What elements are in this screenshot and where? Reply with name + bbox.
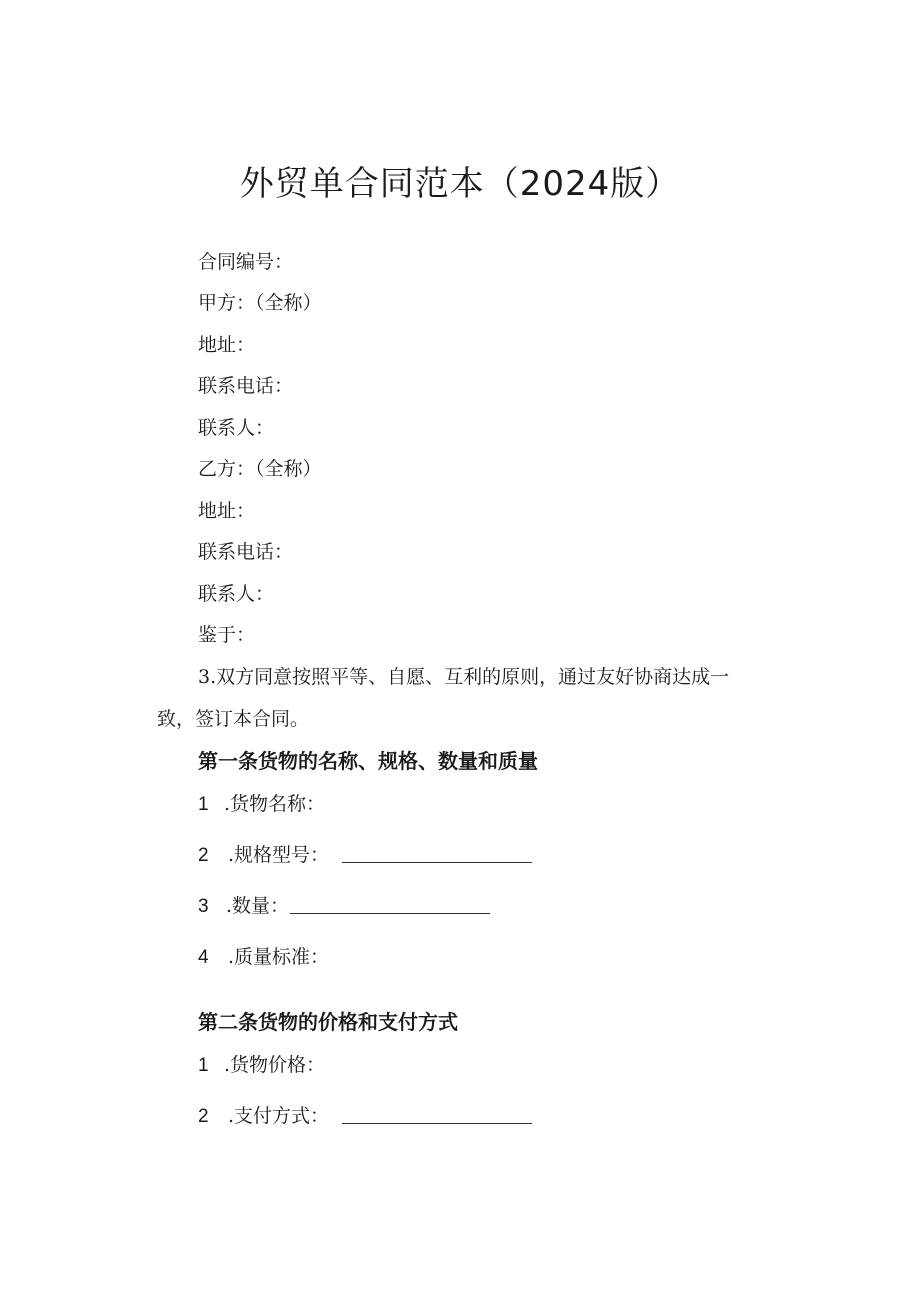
field-party-b-phone: 联系电话： [198, 541, 294, 563]
item-number: 4 [198, 947, 209, 968]
article-2-item-2 [198, 1102, 329, 1131]
document-title: 外贸单合同范本（2024版） [239, 164, 681, 204]
payment-blank-line [342, 1103, 532, 1124]
field-contract-no: 合同编号： [198, 251, 294, 273]
preamble-line-1: 3.双方同意按照平等、自愿、互利的原则，通过友好协商达成一 [198, 666, 730, 688]
item-label: .货物价格： [224, 1054, 326, 1076]
article-1-heading: 第一条货物的名称、规格、数量和质量 [198, 749, 538, 773]
item-number: 1 [198, 794, 209, 815]
item-label: .支付方式： [228, 1105, 330, 1127]
article-1-item-2 [198, 841, 329, 870]
article-1-item-3 [198, 892, 289, 921]
item-number: 2 [198, 1106, 209, 1127]
item-label: .数量： [226, 895, 290, 917]
item-label: .规格型号： [228, 844, 330, 866]
field-party-b-contact: 联系人： [198, 583, 275, 605]
field-party-b: 乙方：（全称） [198, 458, 322, 480]
field-party-b-address: 地址： [198, 500, 256, 522]
article-1-item-4 [198, 943, 329, 972]
item-number: 1 [198, 1055, 209, 1076]
article-2-item-1 [198, 1051, 325, 1080]
field-party-a-address: 地址： [198, 334, 256, 356]
quantity-blank-line [290, 893, 490, 914]
spec-blank-line [342, 842, 532, 863]
item-number: 2 [198, 845, 209, 866]
field-party-a: 甲方：（全称） [198, 292, 322, 314]
article-1-item-1 [198, 790, 325, 819]
field-whereas: 鉴于： [198, 624, 256, 646]
item-number: 3 [198, 896, 209, 917]
field-party-a-phone: 联系电话： [198, 375, 294, 397]
item-label: .质量标准： [228, 946, 330, 968]
field-party-a-contact: 联系人： [198, 417, 275, 439]
article-2-heading: 第二条货物的价格和支付方式 [198, 1010, 458, 1034]
item-label: .货物名称： [224, 793, 326, 815]
preamble-line-2: 致，签订本合同。 [157, 708, 310, 730]
